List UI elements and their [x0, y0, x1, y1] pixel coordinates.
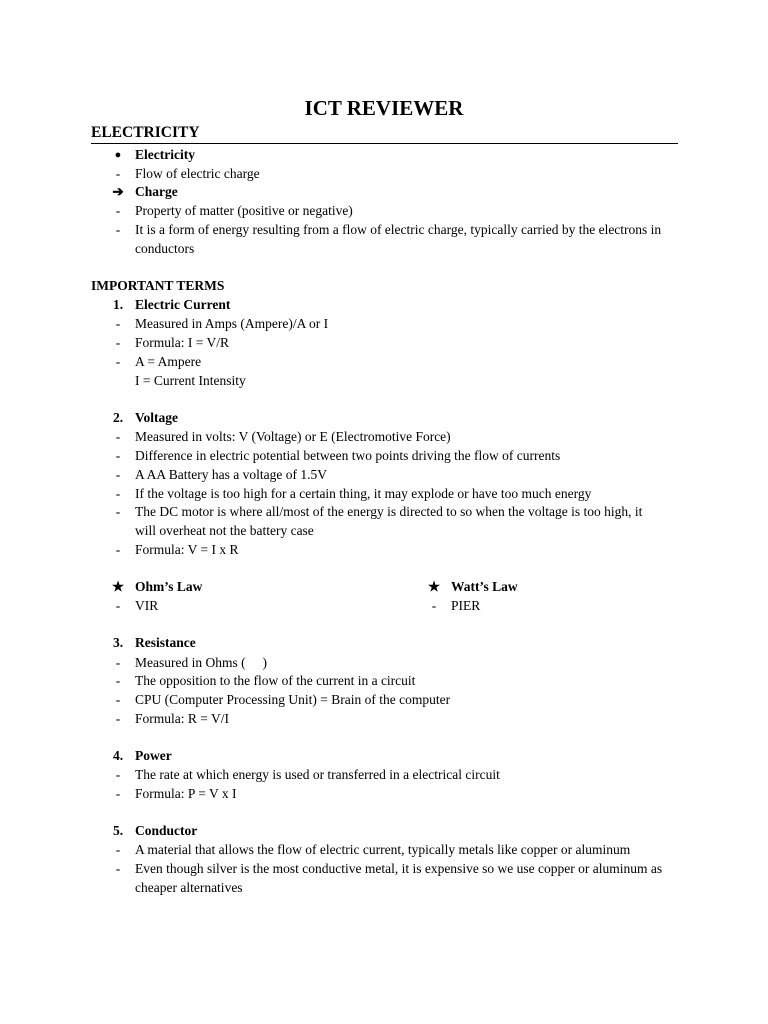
list-item-continuation: conductors [135, 241, 195, 256]
document-title: ICT REVIEWER [304, 96, 464, 120]
list-item: Flow of electric charge [135, 166, 260, 181]
term-title-power: Power [135, 748, 172, 763]
dash-marker: - [115, 203, 121, 218]
list-item: The opposition to the flow of the current in a circuit [135, 673, 416, 688]
dash-marker: - [115, 598, 121, 613]
term-title-resistance: Resistance [135, 635, 196, 650]
term-charge: Charge [135, 184, 178, 199]
dash-marker: - [115, 429, 121, 444]
number-marker: 4. [112, 748, 124, 763]
list-item-continuation: I = Current Intensity [135, 373, 246, 388]
arrow-marker: ➔ [112, 184, 124, 199]
list-item: A = Ampere [135, 354, 202, 369]
list-item: A AA Battery has a voltage of 1.5V [135, 467, 327, 482]
number-marker: 5. [112, 823, 124, 838]
dash-marker: - [115, 316, 121, 331]
term-title-electric-current: Electric Current [135, 297, 231, 312]
star-icon: ★ [111, 579, 125, 594]
dash-marker: - [115, 166, 121, 181]
dash-marker: - [115, 711, 121, 726]
list-item: The rate at which energy is used or transferred in a electrical circuit [135, 767, 500, 782]
term-electricity: Electricity [135, 147, 195, 162]
dash-marker: - [115, 486, 121, 501]
list-item: Even though silver is the most conductive metal, it is expensive so we use copper or aluminum as [135, 861, 663, 876]
number-marker: 1. [112, 297, 124, 312]
list-item: Difference in electric potential between two points driving the flow of currents [135, 448, 561, 463]
dash-marker: - [115, 354, 121, 369]
dash-marker: - [431, 598, 437, 613]
dash-marker: - [115, 542, 121, 557]
list-item-continuation: will overheat not the battery case [135, 523, 314, 538]
dash-marker: - [115, 448, 121, 463]
list-item: A material that allows the flow of electric current, typically metals like copper or aluminum [135, 842, 631, 857]
term-title-ohms-law: Ohm’s Law [135, 579, 203, 594]
term-title-watts-law: Watt’s Law [451, 579, 518, 594]
list-item: Property of matter (positive or negative) [135, 203, 353, 218]
dash-marker: - [115, 786, 121, 801]
dash-marker: - [115, 767, 121, 782]
bullet-marker: ● [114, 149, 122, 161]
number-marker: 2. [112, 410, 124, 425]
list-item: Formula: P = V x I [135, 786, 237, 801]
dash-marker: - [115, 692, 121, 707]
term-title-conductor: Conductor [135, 823, 198, 838]
dash-marker: - [115, 673, 121, 688]
list-item: It is a form of energy resulting from a flow of electric charge, typically carried by the electrons in [135, 222, 662, 237]
dash-marker: - [115, 467, 121, 482]
star-icon: ★ [427, 579, 441, 594]
list-item: Measured in Ohms ( ) [135, 655, 267, 670]
list-item: Formula: I = V/R [135, 335, 229, 350]
term-title-voltage: Voltage [135, 410, 178, 425]
dash-marker: - [115, 504, 121, 519]
dash-marker: - [115, 222, 121, 237]
dash-marker: - [115, 842, 121, 857]
ohms-law-acronym: VIR [135, 598, 159, 613]
list-item: Formula: R = V/I [135, 711, 229, 726]
dash-marker: - [115, 655, 121, 670]
number-marker: 3. [112, 635, 124, 650]
dash-marker: - [115, 861, 121, 876]
section-heading-electricity: ELECTRICITY [91, 123, 678, 144]
list-item: Measured in volts: V (Voltage) or E (Electromotive Force) [135, 429, 451, 444]
list-item: If the voltage is too high for a certain thing, it may explode or have too much energy [135, 486, 592, 501]
dash-marker: - [115, 335, 121, 350]
list-item: The DC motor is where all/most of the energy is directed to so when the voltage is too high, it [135, 504, 643, 519]
list-item: Formula: V = I x R [135, 542, 239, 557]
list-item: Measured in Amps (Ampere)/A or I [135, 316, 329, 331]
list-item-continuation: cheaper alternatives [135, 880, 243, 895]
list-item: CPU (Computer Processing Unit) = Brain of the computer [135, 692, 451, 707]
watts-law-acronym: PIER [451, 598, 481, 613]
section-heading-important-terms: IMPORTANT TERMS [91, 278, 225, 293]
